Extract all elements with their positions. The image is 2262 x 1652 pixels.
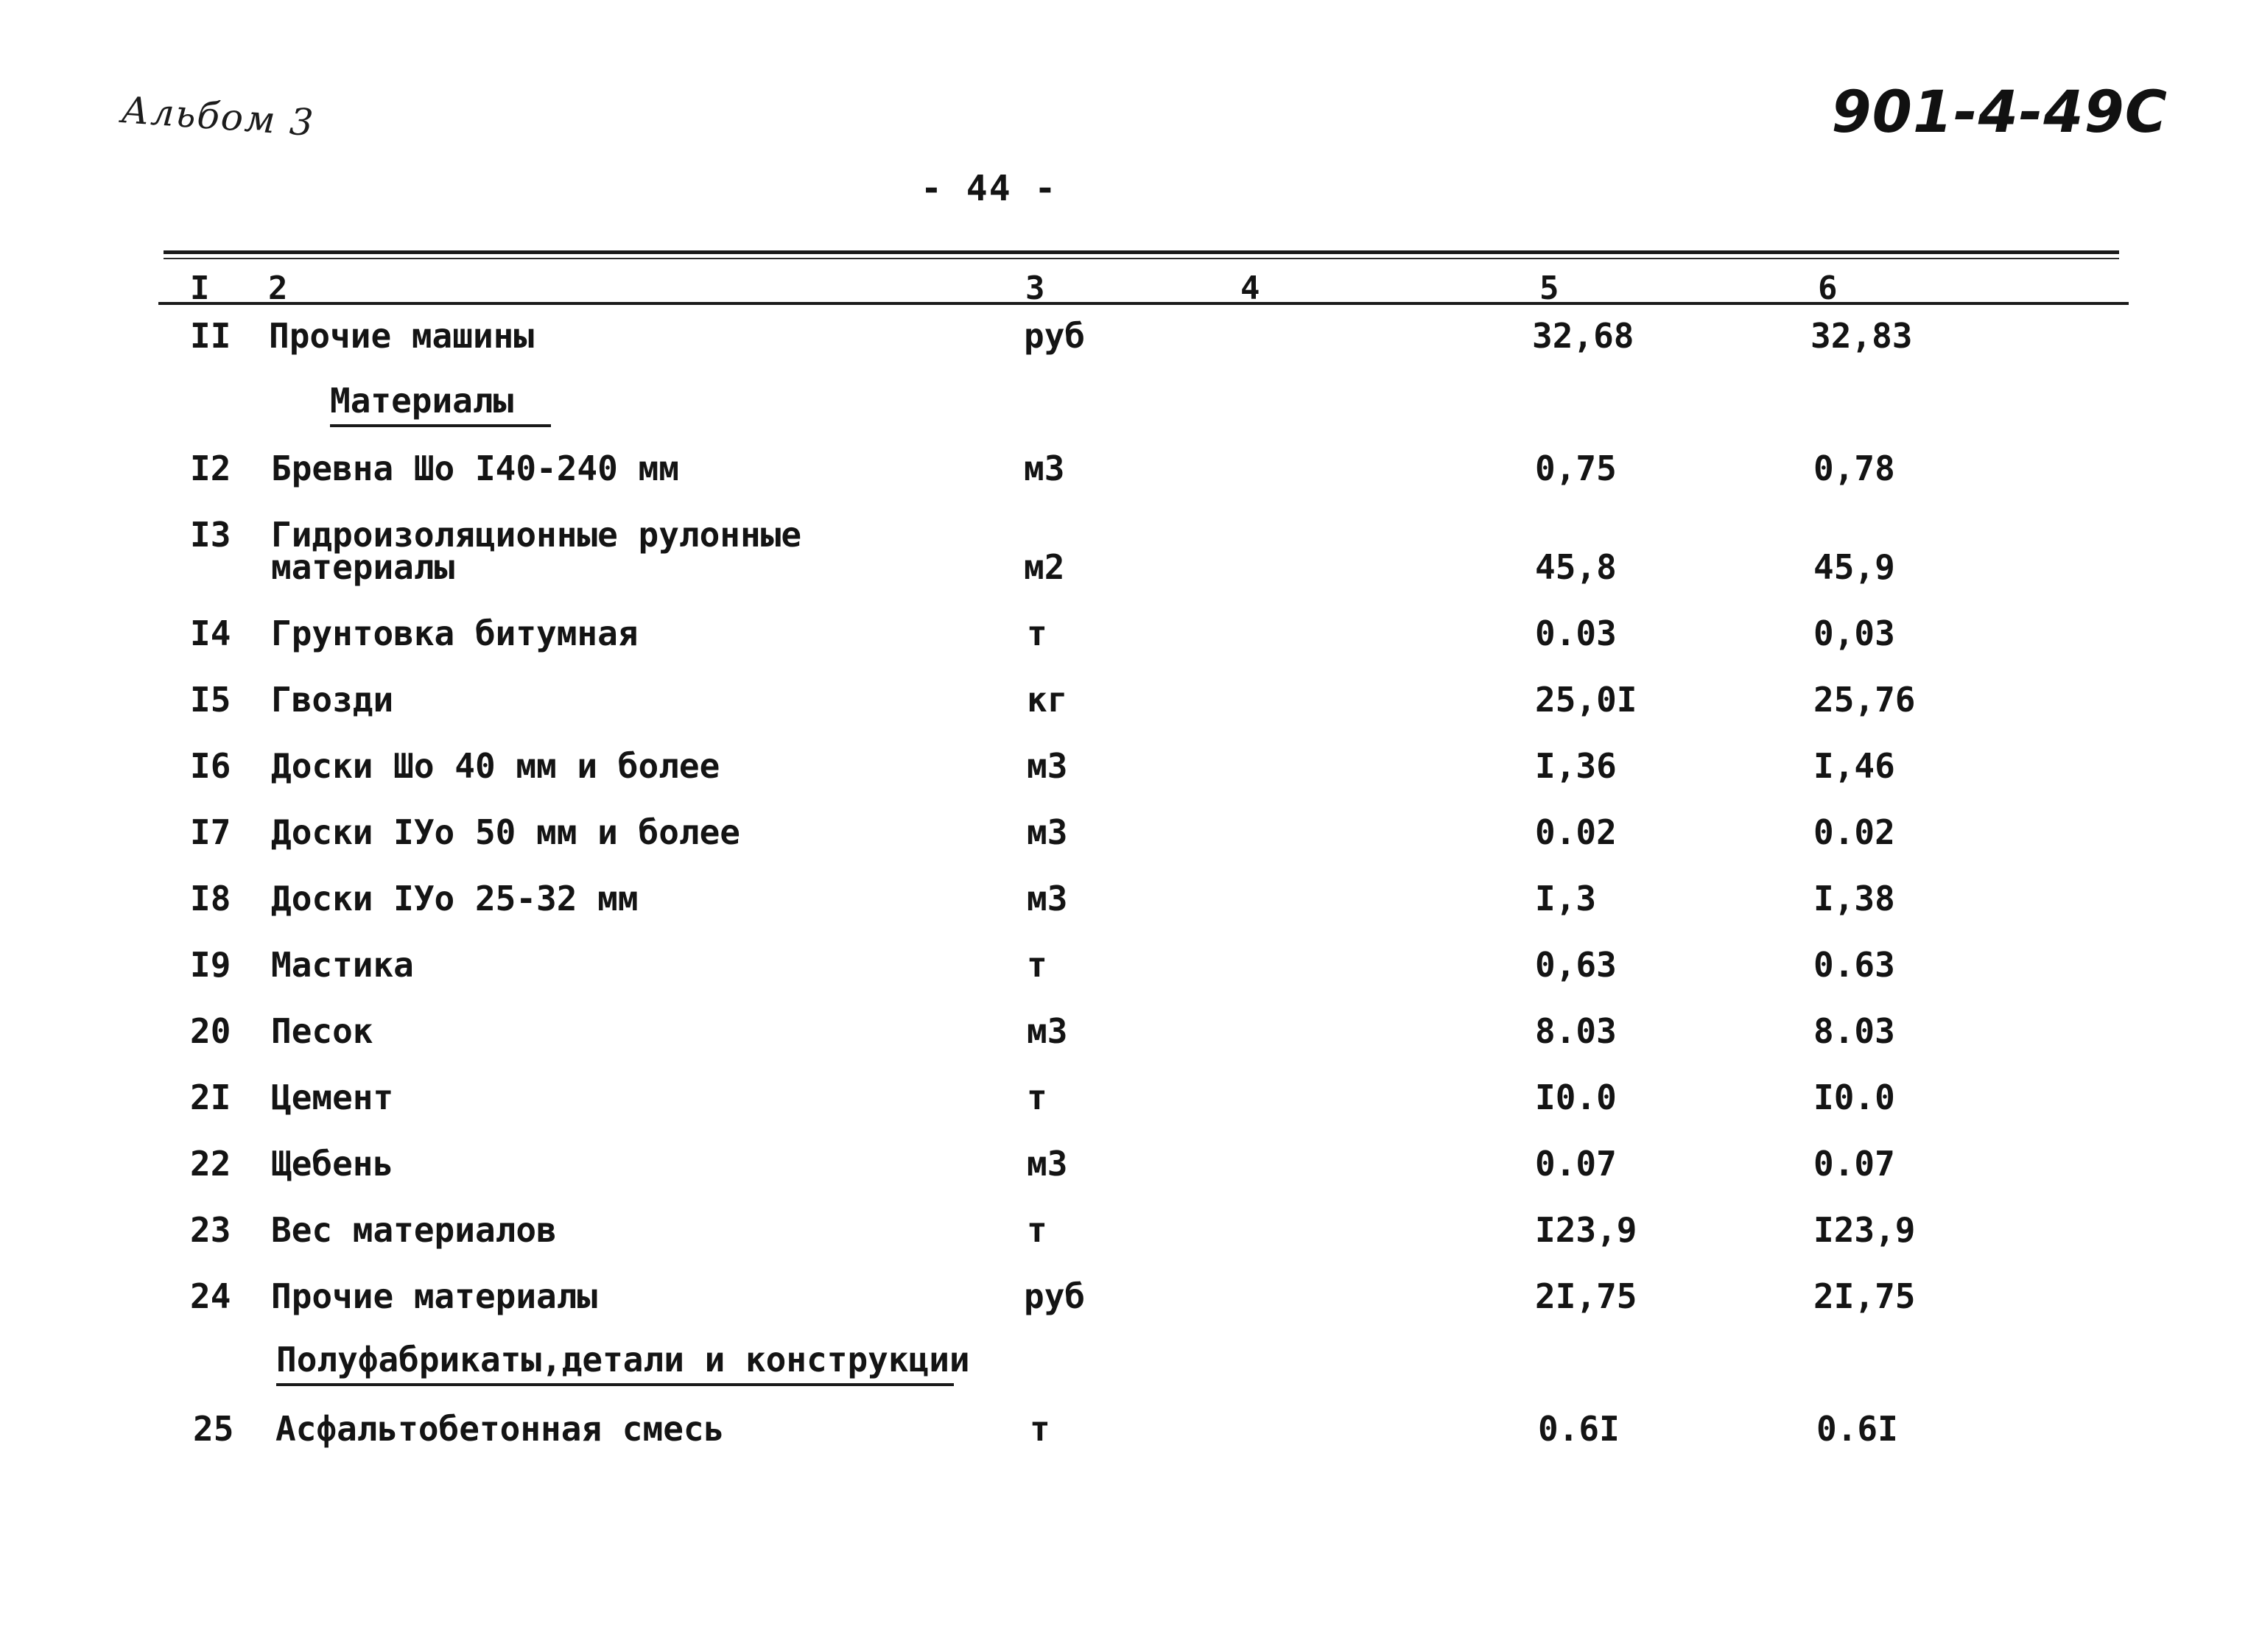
row-number: I3 — [190, 515, 231, 555]
row-value-col6: I23,9 — [1813, 1210, 1916, 1250]
row-name: Грунтовка битумная — [271, 614, 639, 653]
row-value-col5: 0.02 — [1535, 812, 1617, 852]
row-value-col5: 2I,75 — [1535, 1276, 1637, 1316]
row-number: I5 — [190, 680, 231, 720]
row-name: Гидроизоляционные рулонные — [271, 515, 802, 555]
row-number: 22 — [190, 1144, 231, 1184]
row-value-col5: 25,0I — [1535, 680, 1637, 720]
row-value-col6: I0.0 — [1813, 1078, 1895, 1117]
row-number: 2I — [190, 1078, 231, 1117]
page-number: - 44 - — [921, 168, 1058, 209]
row-value-col5: 8.03 — [1535, 1011, 1617, 1051]
row-name: Вес материалов — [271, 1210, 557, 1250]
row-unit: м3 — [1027, 812, 1068, 852]
row-number: I7 — [190, 812, 231, 852]
column-header-4: 4 — [1240, 270, 1260, 307]
row-name: Доски IУо 25-32 мм — [271, 879, 639, 918]
top-rule — [164, 250, 2119, 254]
row-unit: м3 — [1027, 1011, 1068, 1051]
row-number: 24 — [190, 1276, 231, 1316]
row-value-col6: 0,78 — [1813, 449, 1895, 488]
row-name: Доски IУо 50 мм и более — [271, 812, 740, 852]
column-header-2: 2 — [268, 270, 288, 307]
row-value-col6: I,46 — [1813, 746, 1895, 786]
row-name: Щебень — [271, 1144, 394, 1184]
row-value-col5: 0,75 — [1535, 449, 1617, 488]
row-number: I9 — [190, 945, 231, 985]
top-rule-thin — [164, 258, 2119, 259]
row-name: Песок — [271, 1011, 373, 1051]
row-value-col5: I,36 — [1535, 746, 1617, 786]
row-value-col6: 45,9 — [1813, 547, 1895, 587]
row-name-continued: материалы — [271, 547, 455, 587]
album-note: Альбом 3 — [119, 88, 317, 145]
row-value-col6: 32,83 — [1810, 316, 1913, 356]
row-number: I6 — [190, 746, 231, 786]
row-unit: т — [1027, 614, 1047, 653]
row-value-col6: 25,76 — [1813, 680, 1916, 720]
column-header-6: 6 — [1818, 270, 1838, 307]
row-value-col5: 0.03 — [1535, 614, 1617, 653]
row-value-col6: 2I,75 — [1813, 1276, 1916, 1316]
row-value-col5: 0.6I — [1538, 1409, 1620, 1449]
row-unit: т — [1030, 1409, 1050, 1449]
row-unit: м3 — [1027, 1144, 1068, 1184]
row-number: 25 — [193, 1409, 234, 1449]
row-unit: руб — [1024, 316, 1086, 356]
row-value-col6: 0,03 — [1813, 614, 1895, 653]
row-number: I2 — [190, 449, 231, 488]
row-value-col5: 45,8 — [1535, 547, 1617, 587]
row-value-col5: I0.0 — [1535, 1078, 1617, 1117]
row-value-col5: I,3 — [1535, 879, 1597, 918]
section-heading-materials: Материалы — [330, 382, 551, 427]
row-name: Мастика — [271, 945, 414, 985]
row-name: Доски Шо 40 мм и более — [271, 746, 720, 786]
row-name: Прочие машины — [269, 316, 535, 356]
row-unit: т — [1027, 1078, 1047, 1117]
row-value-col5: 32,68 — [1532, 316, 1634, 356]
row-value-col5: I23,9 — [1535, 1210, 1637, 1250]
document-code: 901-4-49С — [1831, 80, 2168, 146]
row-name: Бревна Шо I40-240 мм — [271, 449, 679, 488]
row-name: Цемент — [271, 1078, 394, 1117]
row-number: I8 — [190, 879, 231, 918]
row-value-col6: 8.03 — [1813, 1011, 1895, 1051]
row-unit: руб — [1024, 1276, 1086, 1316]
row-value-col5: 0.07 — [1535, 1144, 1617, 1184]
row-value-col6: 0.07 — [1813, 1144, 1895, 1184]
row-name: Прочие материалы — [271, 1276, 598, 1316]
row-number: 20 — [190, 1011, 231, 1051]
row-number: 23 — [190, 1210, 231, 1250]
column-header-1: I — [190, 270, 210, 307]
row-unit: м3 — [1027, 746, 1068, 786]
column-header-3: 3 — [1025, 270, 1045, 307]
row-unit: кг — [1027, 680, 1068, 720]
row-value-col6: 0.02 — [1813, 812, 1895, 852]
column-header-5: 5 — [1539, 270, 1559, 307]
row-value-col6: I,38 — [1813, 879, 1895, 918]
row-unit: м3 — [1027, 879, 1068, 918]
row-value-col6: 0.63 — [1813, 945, 1895, 985]
row-number: II — [190, 316, 231, 356]
row-value-col6: 0.6I — [1816, 1409, 1898, 1449]
row-number: I4 — [190, 614, 231, 653]
row-unit: т — [1027, 945, 1047, 985]
row-value-col5: 0,63 — [1535, 945, 1617, 985]
row-unit: м3 — [1024, 449, 1065, 488]
row-unit: т — [1027, 1210, 1047, 1250]
row-name: Асфальтобетонная смесь — [275, 1409, 725, 1449]
row-name: Гвозди — [271, 680, 394, 720]
section-heading-semi-finished: Полуфабрикаты,детали и конструкции — [276, 1340, 954, 1386]
row-unit: м2 — [1024, 547, 1065, 587]
